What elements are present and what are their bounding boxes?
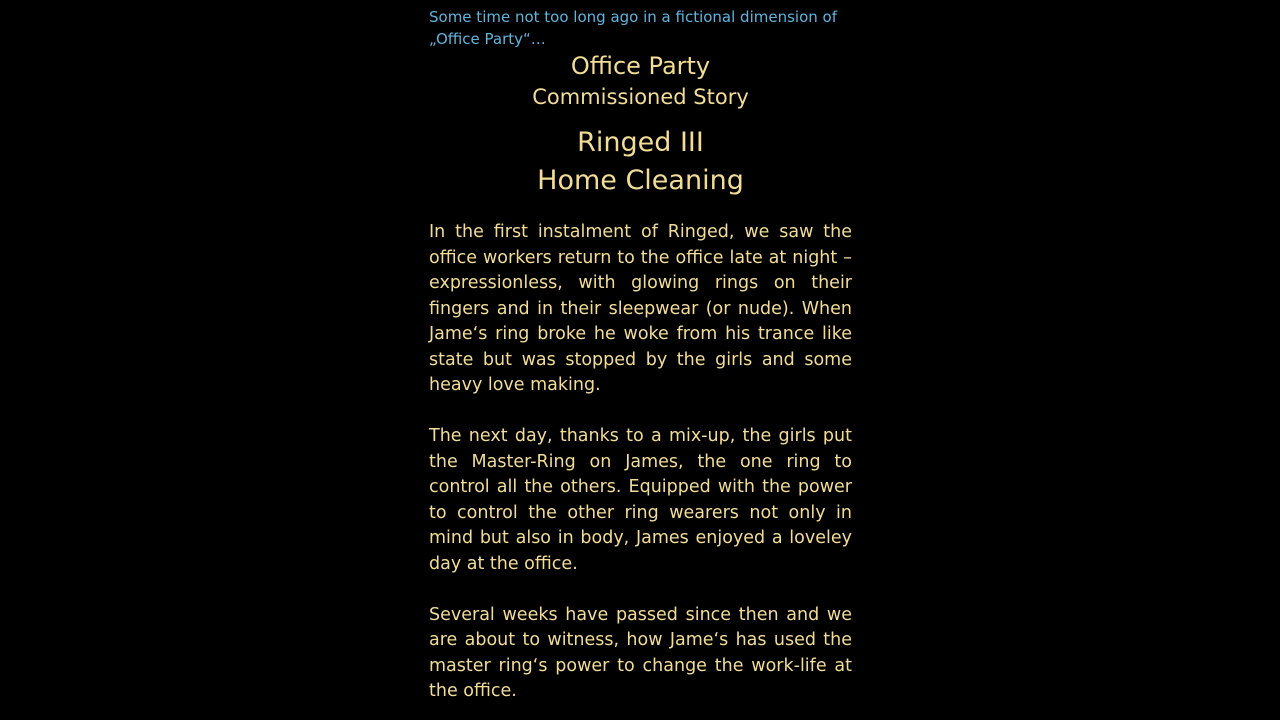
story-subtitle: Home Cleaning <box>537 165 744 196</box>
text-column <box>429 6 852 720</box>
story-paragraph: The next day, thanks to a mix-up, the girls put the Master-Ring on James, the one ring to control all the others. Equipped with the power to control the other ring wearers not only in mind but also in body, James enjoyed a loveley day at the office. <box>429 426 852 574</box>
title-block <box>429 50 852 200</box>
page-subtitle: Commissioned Story <box>532 85 749 109</box>
intro-text: Some time not too long ago in a fictional dimension of „Office Party“… <box>429 8 837 48</box>
story-title: Ringed III <box>577 127 704 158</box>
story-paragraph: Several weeks have passed since then and we are about to witness, how Jame‘s has used the master ring‘s power to change the work-life at the office. <box>429 604 852 701</box>
page-title: Office Party <box>570 52 711 80</box>
story-body <box>429 220 852 705</box>
story-paragraph: In the first instalment of Ringed, we saw the office workers return to the office late at night – expressionless, with glowing rings on their fingers and in their sleepwear (or nude). When Jame‘s ring broke he woke from his trance like state but was stopped by the girls and some heavy love making. <box>429 222 852 395</box>
